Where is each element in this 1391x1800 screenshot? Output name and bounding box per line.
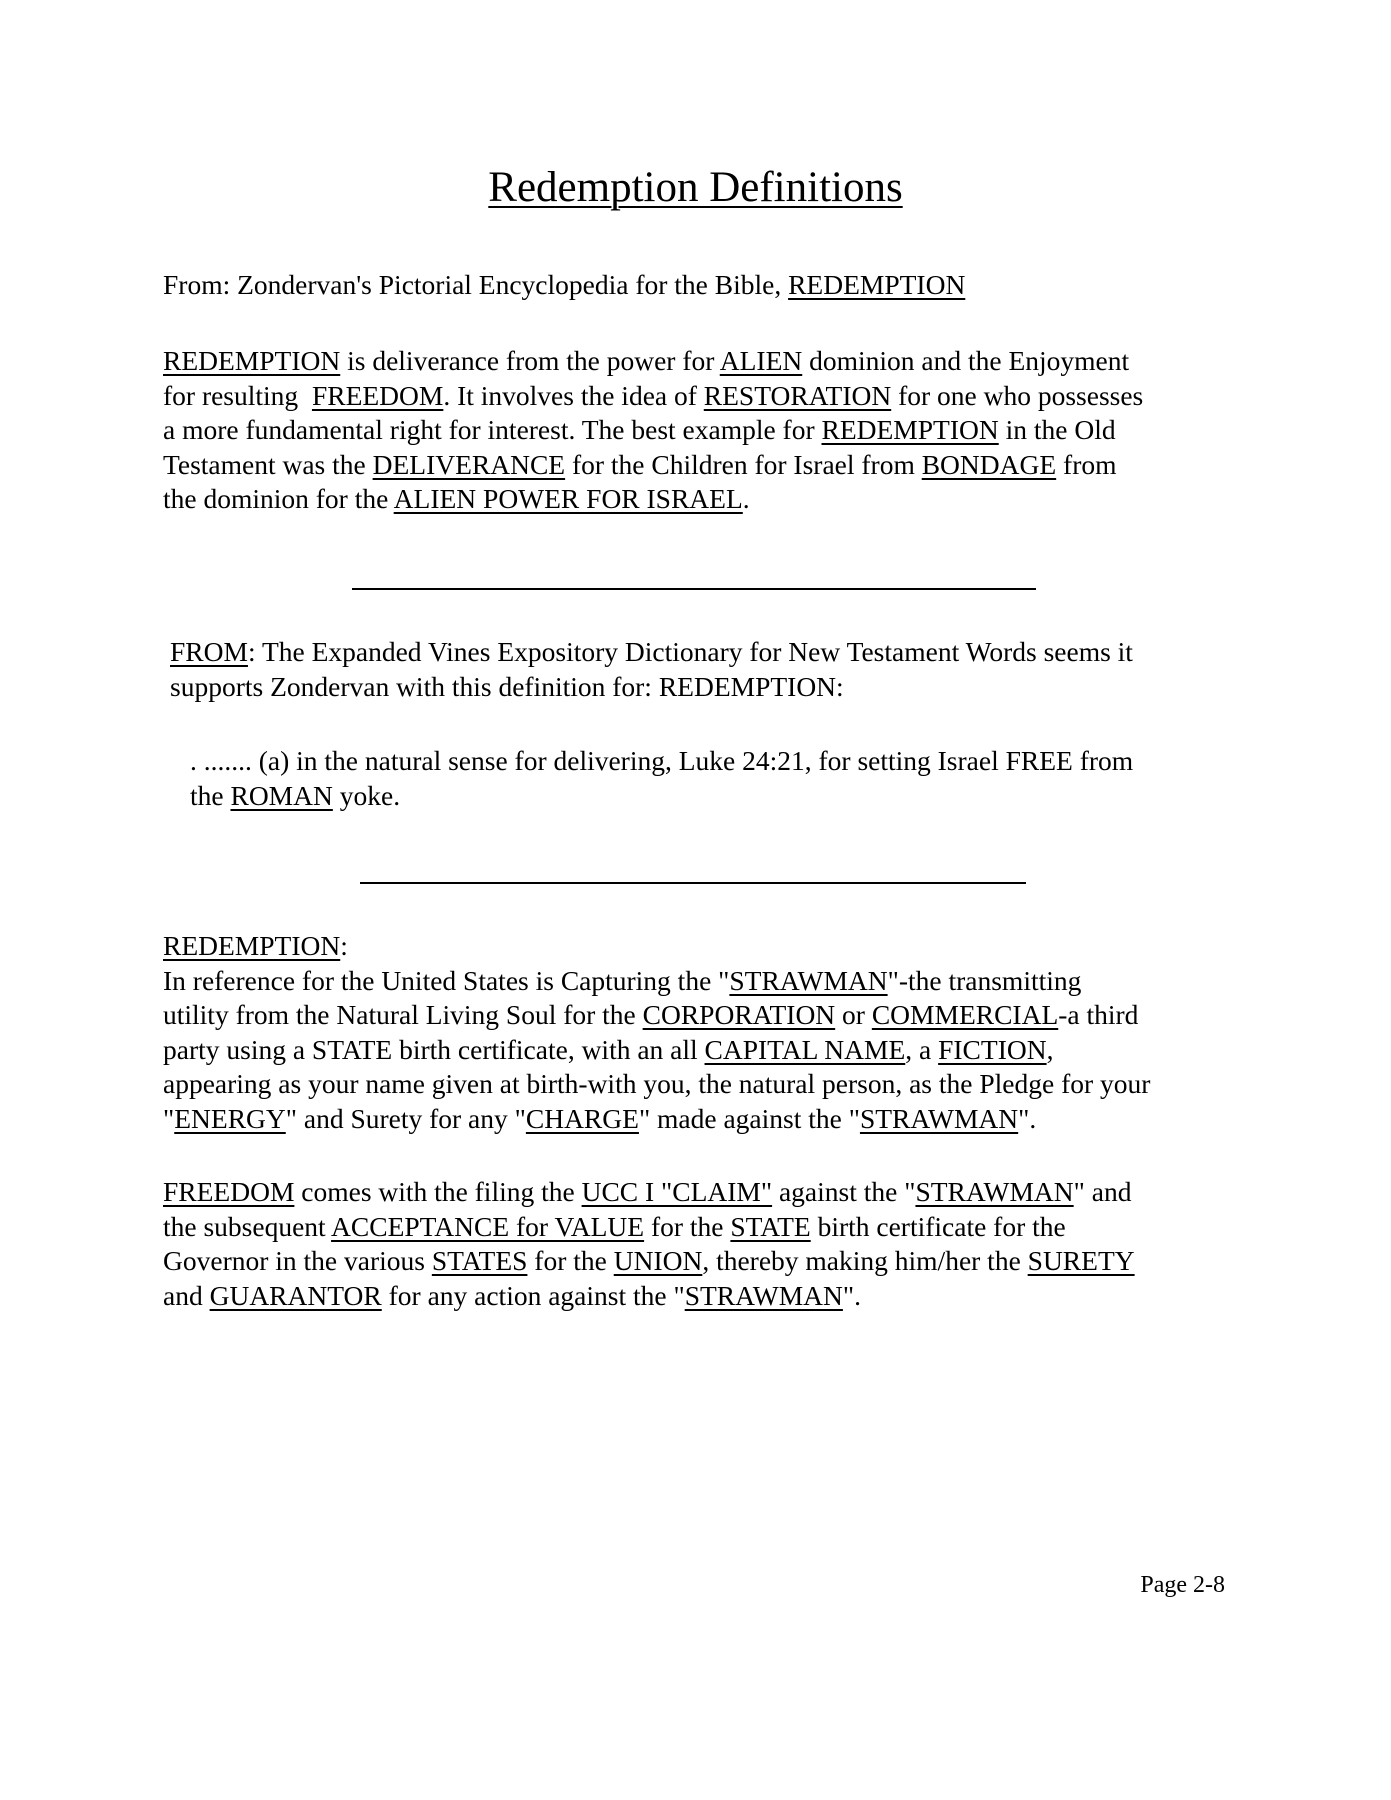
text: ". xyxy=(1018,1102,1037,1134)
keyword: UNION xyxy=(613,1245,703,1276)
text: for the Children for Israel from xyxy=(565,448,922,480)
page-title-text: Redemption Definitions xyxy=(488,164,903,211)
text: for one who possesses xyxy=(891,379,1144,411)
text: , a xyxy=(905,1033,939,1065)
source-citation-vines xyxy=(170,635,1250,704)
text: : xyxy=(340,930,348,961)
text: comes with the filing the xyxy=(294,1176,582,1207)
keyword: ALIEN xyxy=(719,345,803,376)
keyword: STRAWMAN xyxy=(684,1279,843,1311)
paragraph-line xyxy=(163,379,1243,414)
text: dominion and the Enjoyment xyxy=(802,345,1130,376)
text: against the " xyxy=(772,1176,916,1207)
paragraph-line xyxy=(163,1244,1243,1279)
paragraph-line xyxy=(163,413,1243,448)
keyword: DELIVERANCE xyxy=(372,448,566,480)
text: , thereby making him/her the xyxy=(702,1245,1028,1276)
definition-paragraph-strawman xyxy=(163,929,1243,1136)
section-divider xyxy=(360,882,1026,884)
source-citation-zondervan xyxy=(163,268,1243,303)
text: for resulting xyxy=(163,379,312,411)
text: : The Expanded Vines Expository Dictionary for New Testament Words seems it xyxy=(247,636,1133,667)
text: from xyxy=(1056,448,1117,480)
keyword: STRAWMAN xyxy=(915,1176,1074,1207)
text: party using a STATE birth certificate, with an all xyxy=(163,1033,705,1065)
paragraph-heading xyxy=(163,929,1243,964)
paragraph-line xyxy=(190,779,1270,814)
text: In reference for the United States is Capturing the " xyxy=(163,964,730,996)
definition-paragraph-freedom xyxy=(163,1175,1243,1313)
citation-keyword: REDEMPTION xyxy=(788,269,966,300)
paragraph-line: appearing as your name given at birth-with you, the natural person, as the Pledge for your xyxy=(163,1068,1151,1099)
paragraph-line: . ....... (a) in the natural sense for delivering, Luke 24:21, for setting Israel FREE from xyxy=(190,745,1134,776)
keyword: REDEMPTION xyxy=(163,930,341,961)
keyword: REDEMPTION xyxy=(821,414,999,445)
keyword: STATE xyxy=(730,1210,811,1242)
paragraph-line xyxy=(163,1102,1243,1137)
text: the subsequent xyxy=(163,1210,332,1242)
paragraph-line xyxy=(163,1033,1243,1068)
keyword: CORPORATION xyxy=(642,999,836,1030)
paragraph-line xyxy=(163,448,1243,483)
text: and xyxy=(163,1279,210,1311)
paragraph-line xyxy=(163,998,1243,1033)
citation-text: From: Zondervan's Pictorial Encyclopedia for the Bible, xyxy=(163,269,789,300)
keyword: FREEDOM xyxy=(311,379,444,411)
keyword: UCC I "CLAIM" xyxy=(581,1176,773,1207)
text: utility from the Natural Living Soul for the xyxy=(163,999,643,1030)
paragraph-line xyxy=(163,1210,1243,1245)
keyword: CAPITAL NAME xyxy=(704,1033,906,1065)
text: . xyxy=(742,483,750,514)
text: -a third xyxy=(1058,999,1139,1030)
keyword: FROM xyxy=(170,636,248,667)
text: " and xyxy=(1073,1176,1132,1207)
page-title xyxy=(0,162,1391,214)
text: " xyxy=(163,1102,175,1134)
text: Testament was the xyxy=(163,448,373,480)
text: "-the transmitting xyxy=(887,964,1082,996)
text: , xyxy=(1046,1033,1054,1065)
text: " and Surety for any " xyxy=(285,1102,526,1134)
keyword: STATES xyxy=(431,1245,528,1276)
page-number: Page 2-8 xyxy=(1140,1572,1225,1598)
section-divider xyxy=(352,588,1036,590)
paragraph-line xyxy=(163,1175,1243,1210)
keyword: SURETY xyxy=(1027,1245,1135,1276)
keyword: GUARANTOR xyxy=(209,1279,382,1311)
keyword: ROMAN xyxy=(230,779,333,811)
definition-quote xyxy=(190,744,1270,813)
keyword: COMMERCIAL xyxy=(871,999,1059,1030)
text: ". xyxy=(842,1279,862,1311)
keyword: ACCEPTANCE for VALUE xyxy=(331,1210,645,1242)
paragraph-line xyxy=(163,1279,1243,1314)
text: in the Old xyxy=(998,414,1116,445)
keyword: FICTION xyxy=(938,1033,1047,1065)
paragraph-line xyxy=(170,635,1250,670)
keyword: BONDAGE xyxy=(921,448,1057,480)
paragraph-line xyxy=(163,964,1243,999)
paragraph-line: supports Zondervan with this definition for: REDEMPTION: xyxy=(170,670,844,702)
text: for the xyxy=(644,1210,731,1242)
keyword: STRAWMAN xyxy=(859,1102,1019,1134)
text: . It involves the idea of xyxy=(443,379,704,411)
citation-line xyxy=(163,268,1243,303)
text: the dominion for the xyxy=(163,483,394,514)
paragraph-line xyxy=(163,482,1243,517)
text: " made against the " xyxy=(638,1102,860,1134)
definition-paragraph-zondervan xyxy=(163,344,1243,517)
text: or xyxy=(835,999,872,1030)
keyword: STRAWMAN xyxy=(729,964,888,996)
keyword: ENERGY xyxy=(174,1102,286,1134)
keyword: FREEDOM xyxy=(163,1176,295,1207)
paragraph-line xyxy=(163,344,1243,379)
keyword: REDEMPTION xyxy=(163,345,341,376)
text: yoke. xyxy=(332,779,401,811)
text: the xyxy=(190,779,231,811)
keyword: RESTORATION xyxy=(703,379,892,411)
text: birth certificate for the xyxy=(810,1210,1066,1242)
text: a more fundamental right for interest. The best example for xyxy=(163,414,822,445)
text: for any action against the " xyxy=(381,1279,685,1311)
text: for the xyxy=(527,1245,614,1276)
text: is deliverance from the power for xyxy=(340,345,720,376)
text: Governor in the various xyxy=(163,1245,432,1276)
keyword: ALIEN POWER FOR ISRAEL xyxy=(393,483,743,514)
keyword: CHARGE xyxy=(525,1102,639,1134)
